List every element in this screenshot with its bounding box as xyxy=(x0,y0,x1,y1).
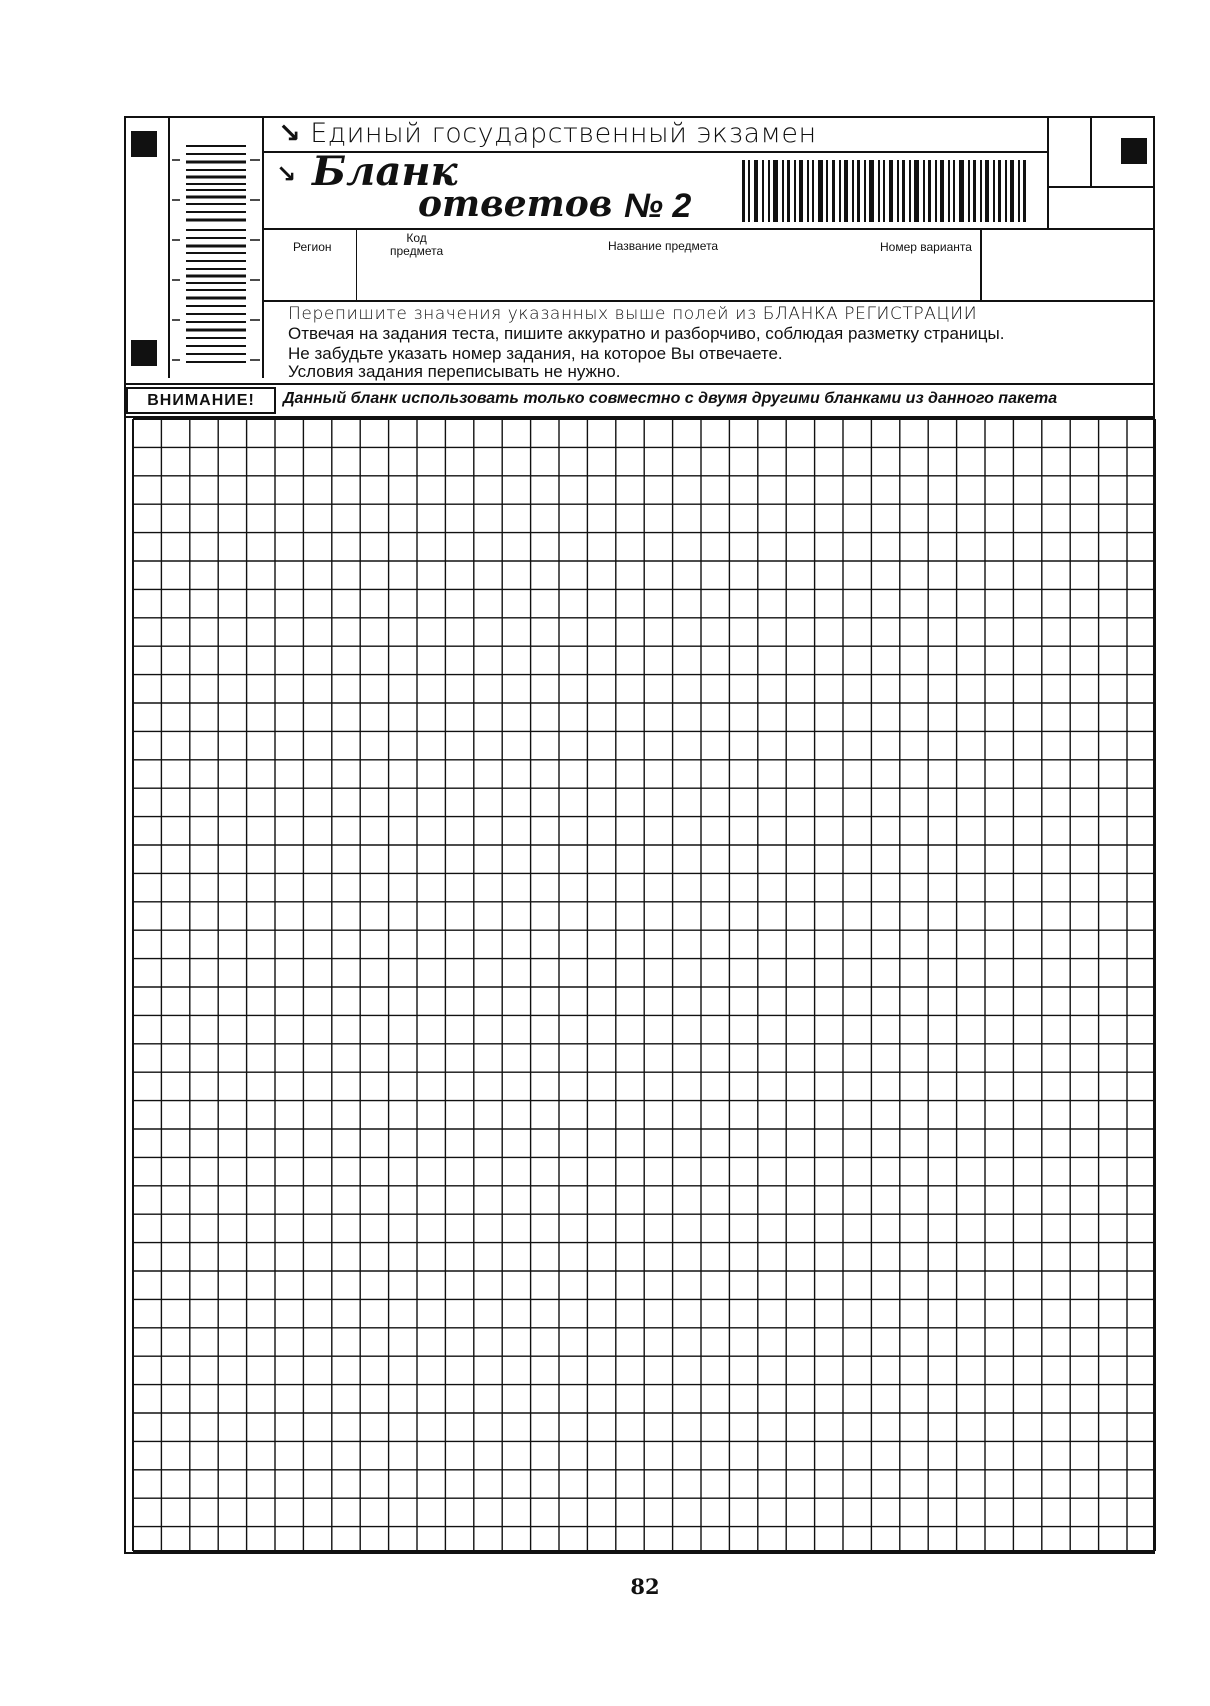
arrow-icon: ↘ xyxy=(276,160,297,188)
barcode xyxy=(742,160,1032,224)
exam-title-text: Единый государственный экзамен xyxy=(310,118,817,149)
side-barcode xyxy=(168,140,268,376)
exam-title xyxy=(278,118,817,149)
attention-label: ВНИМАНИЕ! xyxy=(126,387,276,414)
arrow-icon: ↘ xyxy=(278,118,302,149)
form-number: № 2 xyxy=(624,187,692,225)
attention-row-top xyxy=(124,383,1155,385)
page-number: 82 xyxy=(630,1574,660,1599)
header-corner-divider xyxy=(1047,186,1155,188)
header-row-divider-2 xyxy=(262,228,1155,230)
field-subject-name-label: Название предмета xyxy=(608,239,719,253)
field-region-label: Регион xyxy=(293,240,332,254)
corner-marker-top-right xyxy=(1121,138,1147,164)
answer-grid[interactable] xyxy=(132,418,1162,1552)
field-variant-label: Номер варианта xyxy=(880,240,972,254)
instruction-line-1: Перепишите значения указанных выше полей из БЛАНКА РЕГИСТРАЦИИ xyxy=(288,304,978,324)
attention-text: Данный бланк использовать только совместно с двумя другими бланками из данного пакета xyxy=(283,390,1058,407)
instruction-line-4: Условия задания переписывать не нужно. xyxy=(288,362,621,381)
header-left-divider xyxy=(262,116,264,378)
header-corner-inner xyxy=(1090,116,1092,186)
corner-marker-bottom-left xyxy=(131,340,157,366)
field-divider-1 xyxy=(356,228,357,300)
field-row-bottom xyxy=(262,300,1155,302)
corner-marker-top-left xyxy=(131,131,157,157)
field-divider-2 xyxy=(980,228,982,300)
form-title-word-1: Бланк xyxy=(312,148,458,195)
header-right-divider xyxy=(1047,116,1049,228)
instruction-line-3: Не забудьте указать номер задания, на которое Вы отвечаете. xyxy=(288,344,783,363)
field-subject-code-label: Код предмета xyxy=(390,231,444,258)
instruction-line-2: Отвечая на задания теста, пишите аккуратно и разборчиво, соблюдая разметку страницы. xyxy=(288,324,1005,343)
form-title-word-2: ответов xyxy=(418,183,613,225)
